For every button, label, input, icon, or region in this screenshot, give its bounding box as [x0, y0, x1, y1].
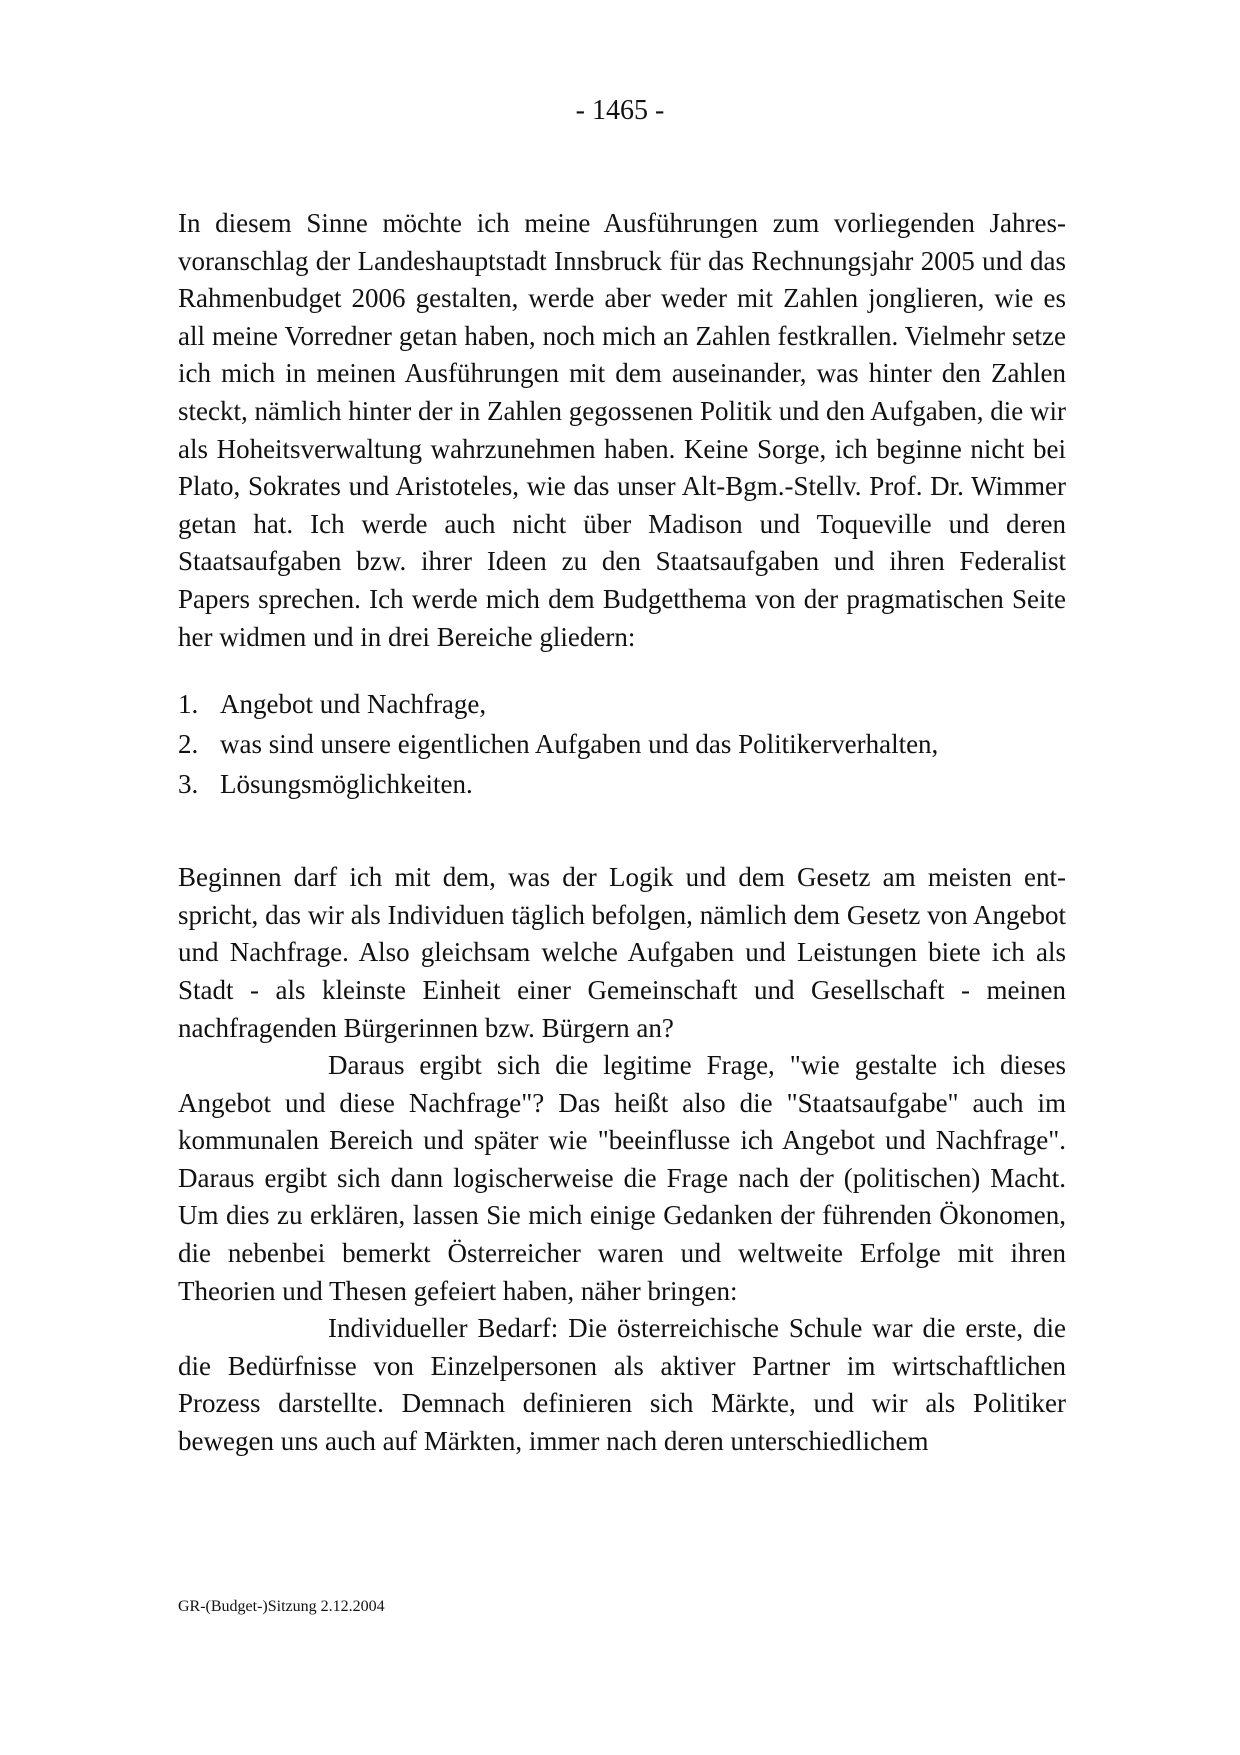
page-number: - 1465 - [575, 95, 665, 126]
list-item-text: was sind unsere eigentlichen Aufgaben und das Politikerverhalten, [220, 729, 939, 760]
list-item [178, 764, 1066, 804]
paragraph-individual-need: Individueller Bedarf: Die österreichische Schule war die erste, die die Bedürfnisse von Einzelpersonen als aktiver Partner im wirtschaftlichen Prozess darstellte. Demnach definieren sich Märkte, und wir als Politiker bewegen uns auch auf Märkten, immer nach deren unterschiedlichem [178, 1313, 1066, 1457]
numbered-list [178, 684, 1066, 804]
list-item-text: Lösungsmöglichkeiten. [220, 769, 473, 800]
list-item-number: 3. [178, 769, 199, 800]
footer-session-label: GR-(Budget-)Sitzung 2.12.2004 [178, 1598, 385, 1615]
paragraph-intro: In diesem Sinne möchte ich meine Ausführungen zum vorliegenden Jahresvoranschlag der Landeshauptstadt Innsbruck für das Rechnungsjahr 2005 und das Rahmenbudget 2006 gestalten, werde aber weder mit Zahlen jonglieren, wie es all meine Vorredner getan haben, noch mich an Zahlen festkrallen. Vielmehr setze ich mich in meinen Ausführungen mit dem auseinander, was hinter den Zahlen steckt, nämlich hinter der in Zahlen gegossenen Politik und den Aufgaben, die wir als Hoheitsverwaltung wahrzunehmen haben. Keine Sorge, ich beginne nicht bei Plato, Sokrates und Aristoteles, wie das unser Alt-Bgm.-Stellv. Prof. Dr. Wimmer getan hat. Ich werde auch nicht über Madison und Toqueville und deren Staatsaufgaben bzw. ihrer Ideen zu den Staatsaufgaben und ihren Federalist Papers sprechen. Ich werde mich dem Budgetthema von der pragmatischen Seite her widmen und in drei Bereiche gliedern: [178, 208, 1066, 652]
list-item [178, 684, 1066, 724]
document-body [178, 205, 1066, 1461]
list-item-number: 1. [178, 689, 199, 720]
list-item-number: 2. [178, 729, 199, 760]
paragraph-supply-demand: Beginnen darf ich mit dem, was der Logik und dem Gesetz am meisten entspricht, das wir als Individuen täglich befolgen, nämlich dem Gesetz von Angebot und Nachfrage. Also gleichsam welche Aufgaben und Leistungen biete ich als Stadt - als kleinste Einheit einer Gemeinschaft und Gesellschaft - meinen nachfragenden Bürgerinnen bzw. Bürgern an? [178, 862, 1066, 1043]
list-item [178, 724, 1066, 764]
list-item-text: Angebot und Nachfrage, [220, 689, 487, 720]
paragraph-legitimate-question: Daraus ergibt sich die legitime Frage, "wie gestalte ich dieses Angebot und diese Nachfrage"? Das heißt also die "Staatsaufgabe" auch im kommunalen Bereich und später wie "beeinflusse ich Angebot und Nachfrage". Daraus ergibt sich dann logischerweise die Frage nach der (politischen) Macht. Um dies zu erklären, lassen Sie mich einige Gedanken der führenden Ökonomen, die nebenbei bemerkt Österreicher waren und weltweite Erfolge mit ihren Theorien und Thesen gefeiert haben, näher bringen: [178, 1050, 1066, 1306]
